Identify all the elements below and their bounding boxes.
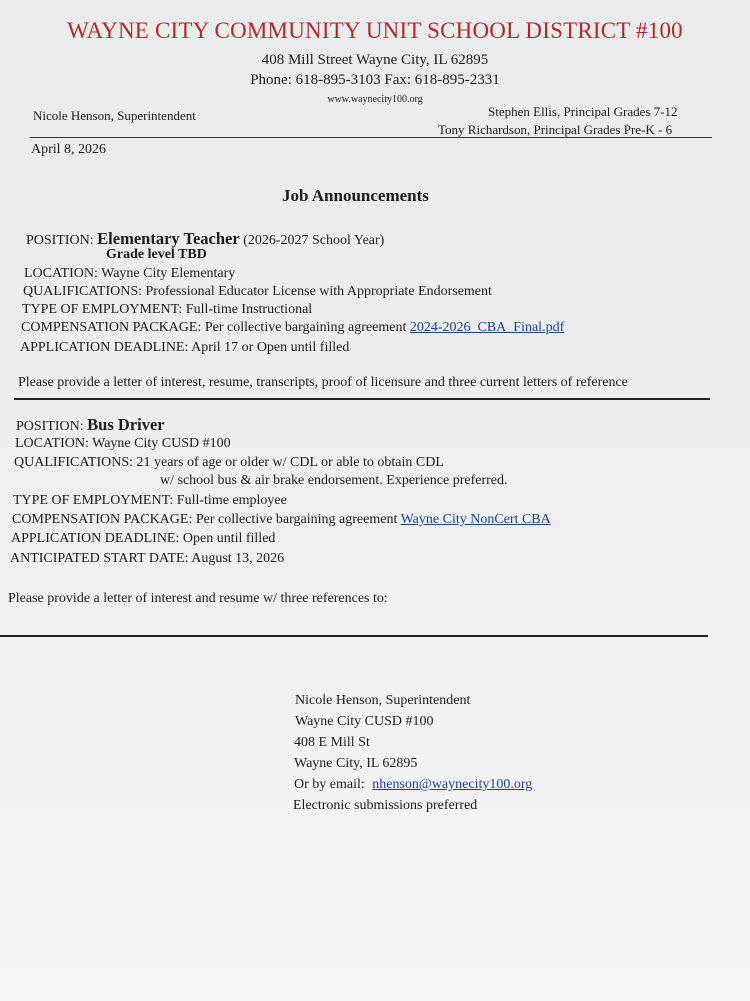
job2-qualifications-cont: w/ school bus & air brake endorsement. Experience preferred. (160, 473, 508, 488)
district-name: WAYNE CITY COMMUNITY UNIT SCHOOL DISTRICT #100 (67, 18, 683, 43)
job2-compensation-label: COMPENSATION PACKAGE: Per collective bargaining agreement (12, 512, 398, 527)
job2-deadline: APPLICATION DEADLINE: Open until filled (11, 531, 276, 546)
job1-qualifications: QUALIFICATIONS: Professional Educator License with Appropriate Endorsement (23, 284, 492, 299)
job2-qualifications: QUALIFICATIONS: 21 years of age or older w/ CDL or able to obtain CDL (14, 455, 444, 470)
principal-grades-prek-6: Tony Richardson, Principal Grades Pre-K - 6 (438, 122, 673, 137)
district-address: 408 Mill Street Wayne City, IL 62895 (261, 52, 489, 68)
job2-position-title: Bus Driver (87, 415, 165, 434)
job1-grade-level: Grade level TBD (106, 247, 207, 262)
job1-location: LOCATION: Wayne City Elementary (24, 266, 236, 281)
job1-instructions: Please provide a letter of interest, resume, transcripts, proof of licensure and three current letters of reference (18, 375, 628, 390)
contact-email-label: Or by email: (294, 777, 365, 792)
superintendent-name: Nicole Henson, Superintendent (33, 108, 196, 123)
principal-grades-7-12: Stephen Ellis, Principal Grades 7-12 (488, 104, 678, 119)
contact-city: Wayne City, IL 62895 (294, 756, 418, 771)
contact-email-line (294, 777, 532, 793)
announcement-date: April 8, 2026 (31, 142, 107, 157)
job1-position-line (26, 229, 384, 249)
job1-position-year: (2026-2027 School Year) (243, 233, 385, 248)
job1-employment-type: TYPE OF EMPLOYMENT: Full-time Instructional (22, 302, 313, 317)
header-divider (30, 137, 712, 138)
contact-street: 408 E Mill St (294, 735, 370, 750)
contact-email-link[interactable]: nhenson@waynecity100.org (372, 777, 533, 792)
job2-position-label: POSITION: (16, 419, 84, 434)
job1-cba-link[interactable]: 2024-2026_CBA_Final.pdf (409, 320, 565, 335)
job1-position-label: POSITION: (26, 233, 94, 248)
job2-divider (0, 635, 708, 637)
job1-compensation (21, 320, 564, 336)
job2-position-line (16, 415, 165, 435)
contact-org: Wayne City CUSD #100 (295, 714, 434, 729)
district-website: www.waynecity100.org (327, 94, 423, 105)
job1-deadline: APPLICATION DEADLINE: April 17 or Open until filled (20, 340, 350, 355)
job1-position-title: Elementary Teacher (97, 229, 240, 248)
job2-cba-link[interactable]: Wayne City NonCert CBA (400, 512, 551, 527)
district-phone-fax: Phone: 618-895-3103 Fax: 618-895-2331 (250, 72, 500, 88)
contact-name: Nicole Henson, Superintendent (295, 693, 471, 708)
job2-start-date: ANTICIPATED START DATE: August 13, 2026 (10, 551, 285, 566)
contact-note: Electronic submissions preferred (293, 798, 478, 813)
job1-compensation-label: COMPENSATION PACKAGE: Per collective bargaining agreement (21, 320, 407, 335)
job2-instructions: Please provide a letter of interest and resume w/ three references to: (8, 591, 388, 606)
page-title: Job Announcements (282, 186, 429, 205)
job2-employment-type: TYPE OF EMPLOYMENT: Full-time employee (13, 493, 287, 508)
job1-divider (14, 398, 710, 400)
job2-location: LOCATION: Wayne City CUSD #100 (15, 436, 231, 451)
job2-compensation (12, 512, 551, 528)
